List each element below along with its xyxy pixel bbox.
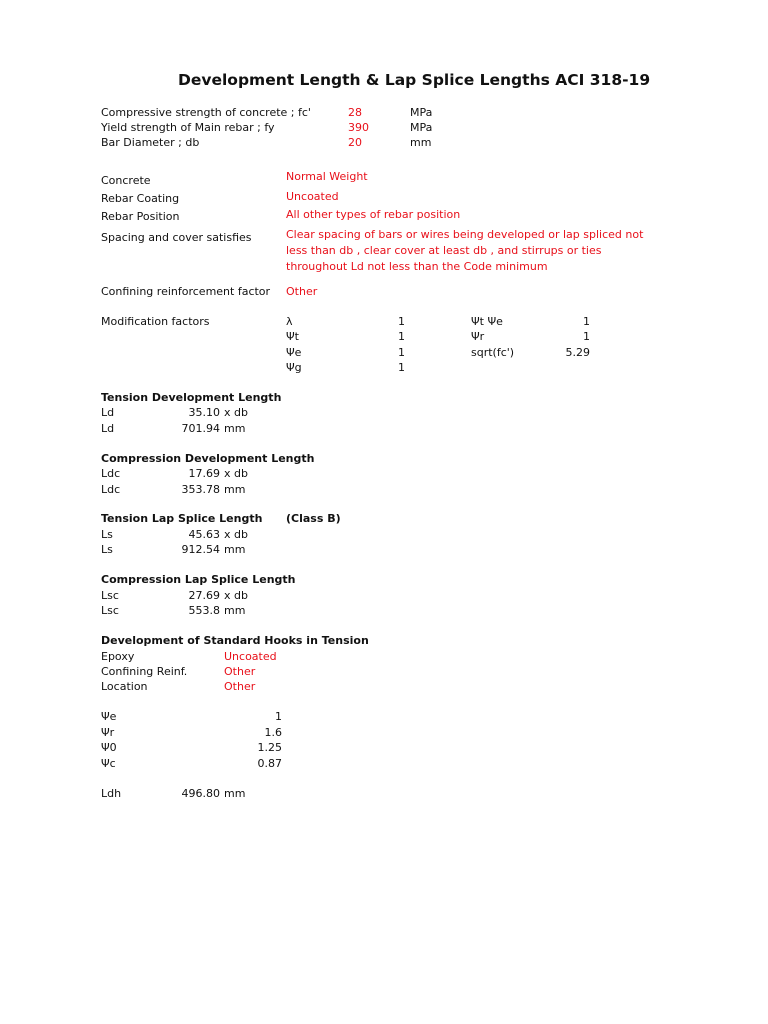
input-label-fc: Compressive strength of concrete ; fc' (101, 106, 311, 119)
compression-dev-heading: Compression Development Length (101, 452, 315, 465)
tension-lap-heading: Tension Lap Splice Length (101, 512, 263, 525)
input-label-db: Bar Diameter ; db (101, 136, 200, 149)
ldc-mm-unit: mm (224, 483, 246, 496)
input-unit-fy: MPa (410, 121, 433, 134)
input-value-db[interactable]: 20 (348, 136, 362, 149)
ls-db-unit: x db (224, 528, 248, 541)
input-label-fy: Yield strength of Main rebar ; fy (101, 121, 275, 134)
input-value-fy[interactable]: 390 (348, 121, 369, 134)
factor-psitpsie-val: 1 (583, 315, 590, 328)
input-value-fc[interactable]: 28 (348, 106, 362, 119)
factor-psit-sym: Ψt (286, 330, 299, 343)
lsc-mm-unit: mm (224, 604, 246, 617)
ldc-db-val: 17.69 (188, 467, 220, 480)
coating-value[interactable]: Uncoated (286, 190, 339, 203)
hook-confining-label: Confining Reinf. (101, 665, 188, 678)
hook-psic-sym: Ψc (101, 757, 116, 770)
confining-value[interactable]: Other (286, 285, 318, 298)
concrete-label: Concrete (101, 174, 151, 187)
hook-psi0-val: 1.25 (257, 741, 282, 754)
ld-mm-val: 701.94 (181, 422, 220, 435)
factor-sqrtfc-val: 5.29 (565, 346, 590, 359)
compression-lap-heading: Compression Lap Splice Length (101, 573, 296, 586)
factor-lambda-sym: λ (286, 315, 293, 328)
hook-epoxy-value[interactable]: Uncoated (224, 650, 277, 663)
tension-dev-heading: Tension Development Length (101, 391, 282, 404)
ldh-unit: mm (224, 787, 246, 800)
hook-psic-val: 0.87 (257, 757, 282, 770)
ld-mm-unit: mm (224, 422, 246, 435)
ldh-val: 496.80 (181, 787, 220, 800)
factor-lambda-val: 1 (398, 315, 405, 328)
hook-psie-val: 1 (275, 710, 282, 723)
factor-sqrtfc-sym: sqrt(fc') (471, 346, 515, 359)
hook-psir-val: 1.6 (264, 726, 282, 739)
ls-mm-sym: Ls (101, 543, 113, 556)
factor-psitpsie-sym: Ψt Ψe (471, 315, 503, 328)
tension-lap-class: (Class B) (286, 512, 341, 525)
input-unit-db: mm (410, 136, 432, 149)
ldc-mm-val: 353.78 (181, 483, 220, 496)
hook-location-label: Location (101, 680, 148, 693)
ld-db-sym: Ld (101, 406, 115, 419)
ld-db-unit: x db (224, 406, 248, 419)
hook-psir-sym: Ψr (101, 726, 115, 739)
factor-psit-val: 1 (398, 330, 405, 343)
ldc-db-unit: x db (224, 467, 248, 480)
factor-psir-sym: Ψr (471, 330, 485, 343)
factor-psie-val: 1 (398, 346, 405, 359)
lsc-mm-val: 553.8 (188, 604, 220, 617)
spacing-label: Spacing and cover satisfies (101, 231, 252, 244)
lsc-db-val: 27.69 (188, 589, 220, 602)
ldc-db-sym: Ldc (101, 467, 121, 480)
factor-psie-sym: Ψe (286, 346, 302, 359)
factor-psir-val: 1 (583, 330, 590, 343)
coating-label: Rebar Coating (101, 192, 180, 205)
ls-mm-unit: mm (224, 543, 246, 556)
lsc-db-unit: x db (224, 589, 248, 602)
lsc-db-sym: Lsc (101, 589, 119, 602)
position-value[interactable]: All other types of rebar position (286, 208, 461, 221)
ld-mm-sym: Ld (101, 422, 115, 435)
factor-psig-sym: Ψg (286, 361, 302, 374)
concrete-value[interactable]: Normal Weight (286, 170, 368, 183)
hook-psi0-sym: Ψ0 (101, 741, 117, 754)
hook-confining-value[interactable]: Other (224, 665, 256, 678)
spacing-value[interactable]: Clear spacing of bars or wires being developed or lap spliced not less than db , clear cover at least db , and stirrups or ties throughout Ld not less than the Code minimum (286, 228, 644, 273)
ldc-mm-sym: Ldc (101, 483, 121, 496)
ls-mm-val: 912.54 (181, 543, 220, 556)
hook-epoxy-label: Epoxy (101, 650, 135, 663)
ls-db-val: 45.63 (188, 528, 220, 541)
hooks-heading: Development of Standard Hooks in Tension (101, 634, 369, 647)
ldh-sym: Ldh (101, 787, 122, 800)
factor-psig-val: 1 (398, 361, 405, 374)
input-unit-fc: MPa (410, 106, 433, 119)
position-label: Rebar Position (101, 210, 180, 223)
modification-label: Modification factors (101, 315, 210, 328)
page-title: Development Length & Lap Splice Lengths ACI 318-19 (178, 71, 651, 89)
ls-db-sym: Ls (101, 528, 113, 541)
lsc-mm-sym: Lsc (101, 604, 119, 617)
hook-psie-sym: Ψe (101, 710, 117, 723)
confining-label: Confining reinforcement factor (101, 285, 271, 298)
ld-db-val: 35.10 (188, 406, 220, 419)
hook-location-value[interactable]: Other (224, 680, 256, 693)
